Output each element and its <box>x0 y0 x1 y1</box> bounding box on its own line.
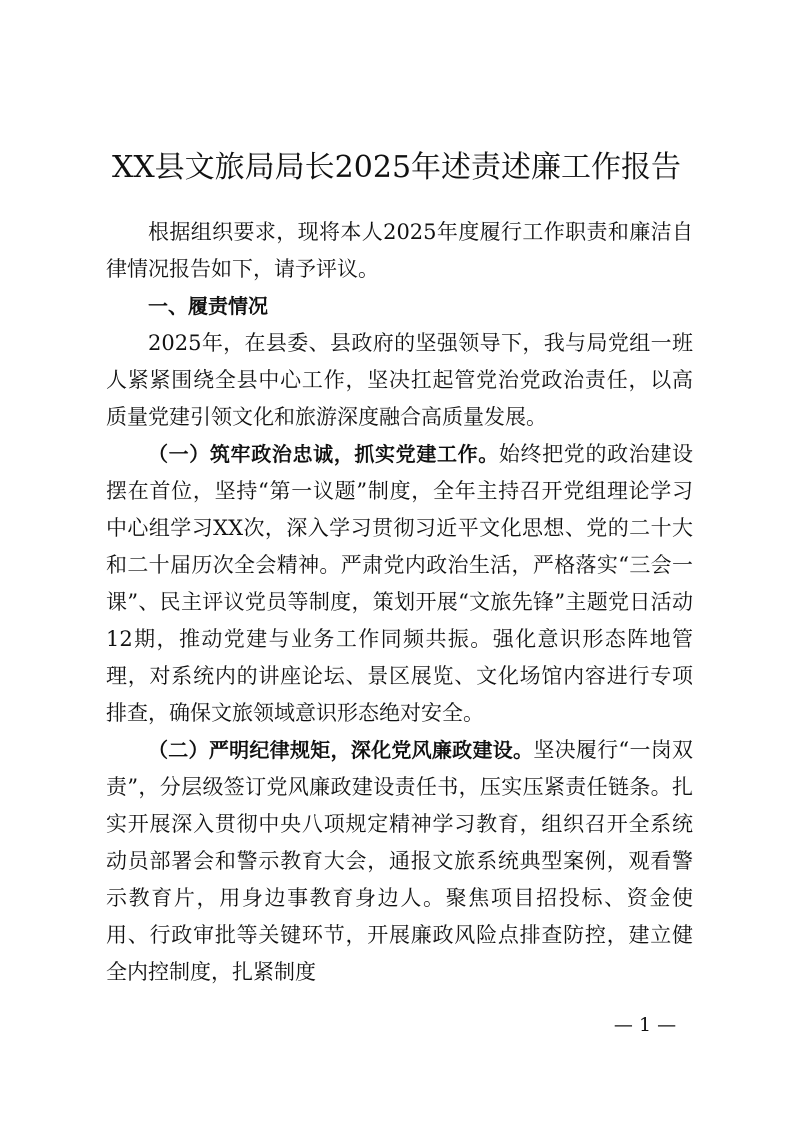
item-one-text: 始终把党的政治建设摆在首位，坚持“第一议题”制度，全年主持召开党组理论学习中心组学习XX次，深入学习贯彻习近平文化思想、党的二十大和二十届历次全会精神。严肃党内政治生活，严格落实“三会一课”、民主评议党员等制度，策划开展“文旅先锋”主题党日活动12期，推动党建与业务工作同频共振。强化意识形态阵地管理，对系统内的讲座论坛、景区展览、文化场馆内容进行专项排查，确保文旅领域意识形态绝对安全。 <box>106 442 694 725</box>
item-one-lead: （一）筑牢政治忠诚，抓实党建工作。 <box>148 442 499 466</box>
item-two-lead: （二）严明纪律规矩，深化党风廉政建设。 <box>148 738 534 762</box>
intro-paragraph: 根据组织要求，现将本人2025年度履行工作职责和廉洁自律情况报告如下，请予评议。 <box>106 220 693 281</box>
document-body <box>106 214 693 991</box>
page-number: — 1 — <box>613 1014 677 1036</box>
section-intro-paragraph: 2025年，在县委、县政府的坚强领导下，我与局党组一班人紧紧围绕全县中心工作，坚决扛起管党治党政治责任，以高质量党建引领文化和旅游深度融合高质量发展。 <box>106 331 693 429</box>
document-title: XX县文旅局局长2025年述责述廉工作报告 <box>111 150 682 185</box>
section-heading: 一、履责情况 <box>148 294 268 318</box>
item-two-text: 坚决履行“一岗双责”，分层级签订党风廉政建设责任书，压实压紧责任链条。扎实开展深入贯彻中央八项规定精神学习教育，组织召开全系统动员部署会和警示教育大会，通报文旅系统典型案例，观看警示教育片，用身边事教育身边人。聚焦项目招投标、资金使用、行政审批等关键环节，开展廉政风险点排查防控，建立健全内控制度，扎紧制度 <box>106 738 693 984</box>
item-two-paragraph <box>106 732 693 991</box>
item-one-paragraph <box>106 436 693 732</box>
